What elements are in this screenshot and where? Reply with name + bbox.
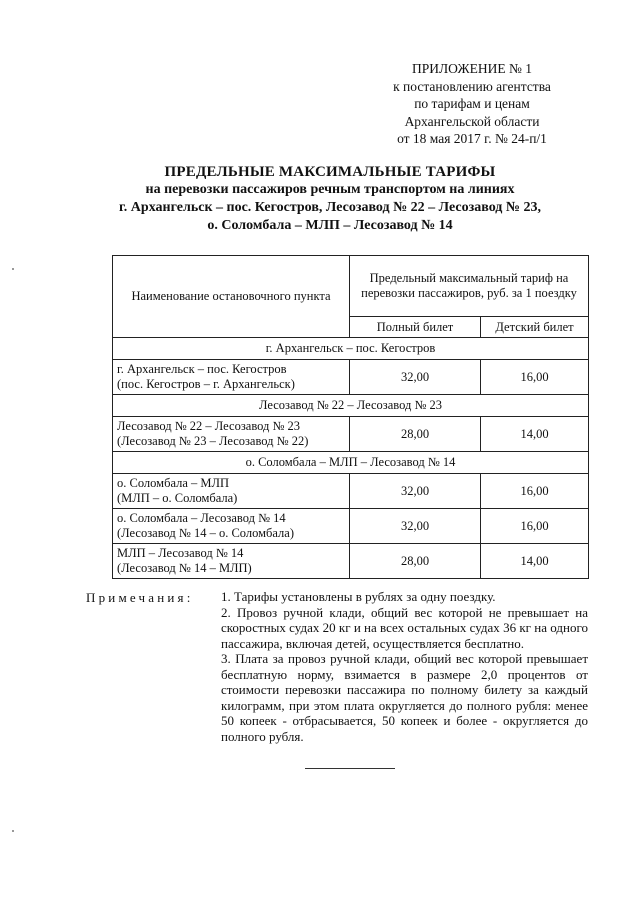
stop-name-reverse: (Лесозавод № 23 – Лесозавод № 22)	[117, 434, 309, 448]
child-ticket-price: 16,00	[481, 360, 589, 395]
stop-name-cell	[113, 544, 350, 579]
section-title: о. Соломбала – МЛП – Лесозавод № 14	[113, 452, 589, 474]
stop-name: о. Соломбала – Лесозавод № 14	[117, 511, 286, 525]
title-main: ПРЕДЕЛЬНЫЕ МАКСИМАЛЬНЫЕ ТАРИФЫ	[164, 164, 496, 180]
section-title: Лесозавод № 22 – Лесозавод № 23	[113, 395, 589, 417]
title-subline: о. Соломбала – МЛП – Лесозавод № 14	[207, 218, 453, 233]
note-item: 1. Тарифы установлены в рублях за одну поездку.	[221, 589, 496, 604]
child-ticket-price: 16,00	[481, 474, 589, 509]
appendix-block	[372, 60, 572, 148]
stop-name-cell	[113, 360, 350, 395]
stop-name-reverse: (Лесозавод № 14 – о. Соломбала)	[117, 526, 294, 540]
full-ticket-price: 32,00	[350, 474, 481, 509]
closing-rule	[305, 768, 395, 769]
child-ticket-price: 16,00	[481, 509, 589, 544]
scan-speck	[12, 268, 14, 270]
note-item: 3. Плата за провоз ручной клади, общий вес которой превышает бесплатную норму, взимается в размере 2,0 процентов от стоимости перевозки пассажира по полному билету за каждый килограмм, при этом плата округляется до полного рубля: менее 50 копеек - отбрасывается, 50 копеек и более - округляется до полного рубля.	[221, 651, 588, 744]
table-row	[113, 360, 589, 395]
child-ticket-price: 14,00	[481, 417, 589, 452]
stop-name-cell	[113, 417, 350, 452]
appendix-line: к постановлению агентства	[393, 78, 551, 94]
stop-name: г. Архангельск – пос. Кегостров	[117, 362, 287, 376]
header-stop-name: Наименование остановочного пункта	[113, 256, 350, 338]
notes-label: Примечания:	[86, 590, 194, 605]
stop-name: МЛП – Лесозавод № 14	[117, 546, 244, 560]
stop-name-reverse: (МЛП – о. Соломбала)	[117, 491, 238, 505]
section-row	[113, 452, 589, 474]
table-header-row	[113, 256, 589, 317]
section-row	[113, 338, 589, 360]
header-tariff: Предельный максимальный тариф на перевозки пассажиров, руб. за 1 поездку	[350, 256, 589, 317]
full-ticket-price: 32,00	[350, 509, 481, 544]
appendix-date: от 18 мая 2017 г. № 24-п/1	[397, 131, 547, 146]
scan-speck	[12, 830, 14, 832]
section-title: г. Архангельск – пос. Кегостров	[113, 338, 589, 360]
appendix-title: ПРИЛОЖЕНИЕ № 1	[411, 61, 533, 76]
appendix-line: по тарифам и ценам	[414, 96, 530, 111]
notes-list	[221, 589, 588, 744]
table-row	[113, 474, 589, 509]
appendix-line: Архангельской области	[404, 113, 540, 129]
stop-name-cell	[113, 509, 350, 544]
stop-name-reverse: (пос. Кегостров – г. Архангельск)	[117, 377, 295, 391]
stop-name: Лесозавод № 22 – Лесозавод № 23	[117, 419, 301, 433]
section-row	[113, 395, 589, 417]
table-row	[113, 509, 589, 544]
table-row	[113, 544, 589, 579]
full-ticket-price: 32,00	[350, 360, 481, 395]
document-title	[80, 163, 580, 235]
child-ticket-price: 14,00	[481, 544, 589, 579]
title-subline: на перевозки пассажиров речным транспортом на линиях	[145, 182, 515, 197]
full-ticket-price: 28,00	[350, 417, 481, 452]
stop-name-reverse: (Лесозавод № 14 – МЛП)	[117, 561, 252, 575]
tariff-table	[112, 255, 589, 579]
stop-name: о. Соломбала – МЛП	[117, 476, 230, 490]
full-ticket-price: 28,00	[350, 544, 481, 579]
header-child-ticket: Детский билет	[481, 317, 589, 338]
table-row	[113, 417, 589, 452]
title-subline: г. Архангельск – пос. Кегостров, Лесозавод № 22 – Лесозавод № 23,	[119, 200, 541, 215]
stop-name-cell	[113, 474, 350, 509]
header-full-ticket: Полный билет	[350, 317, 481, 338]
note-item: 2. Провоз ручной клади, общий вес которой не превышает на скоростных судах 20 кг и на всех остальных судах 36 кг на одного пассажира, включая детей, осуществляется бесплатно.	[221, 604, 588, 651]
